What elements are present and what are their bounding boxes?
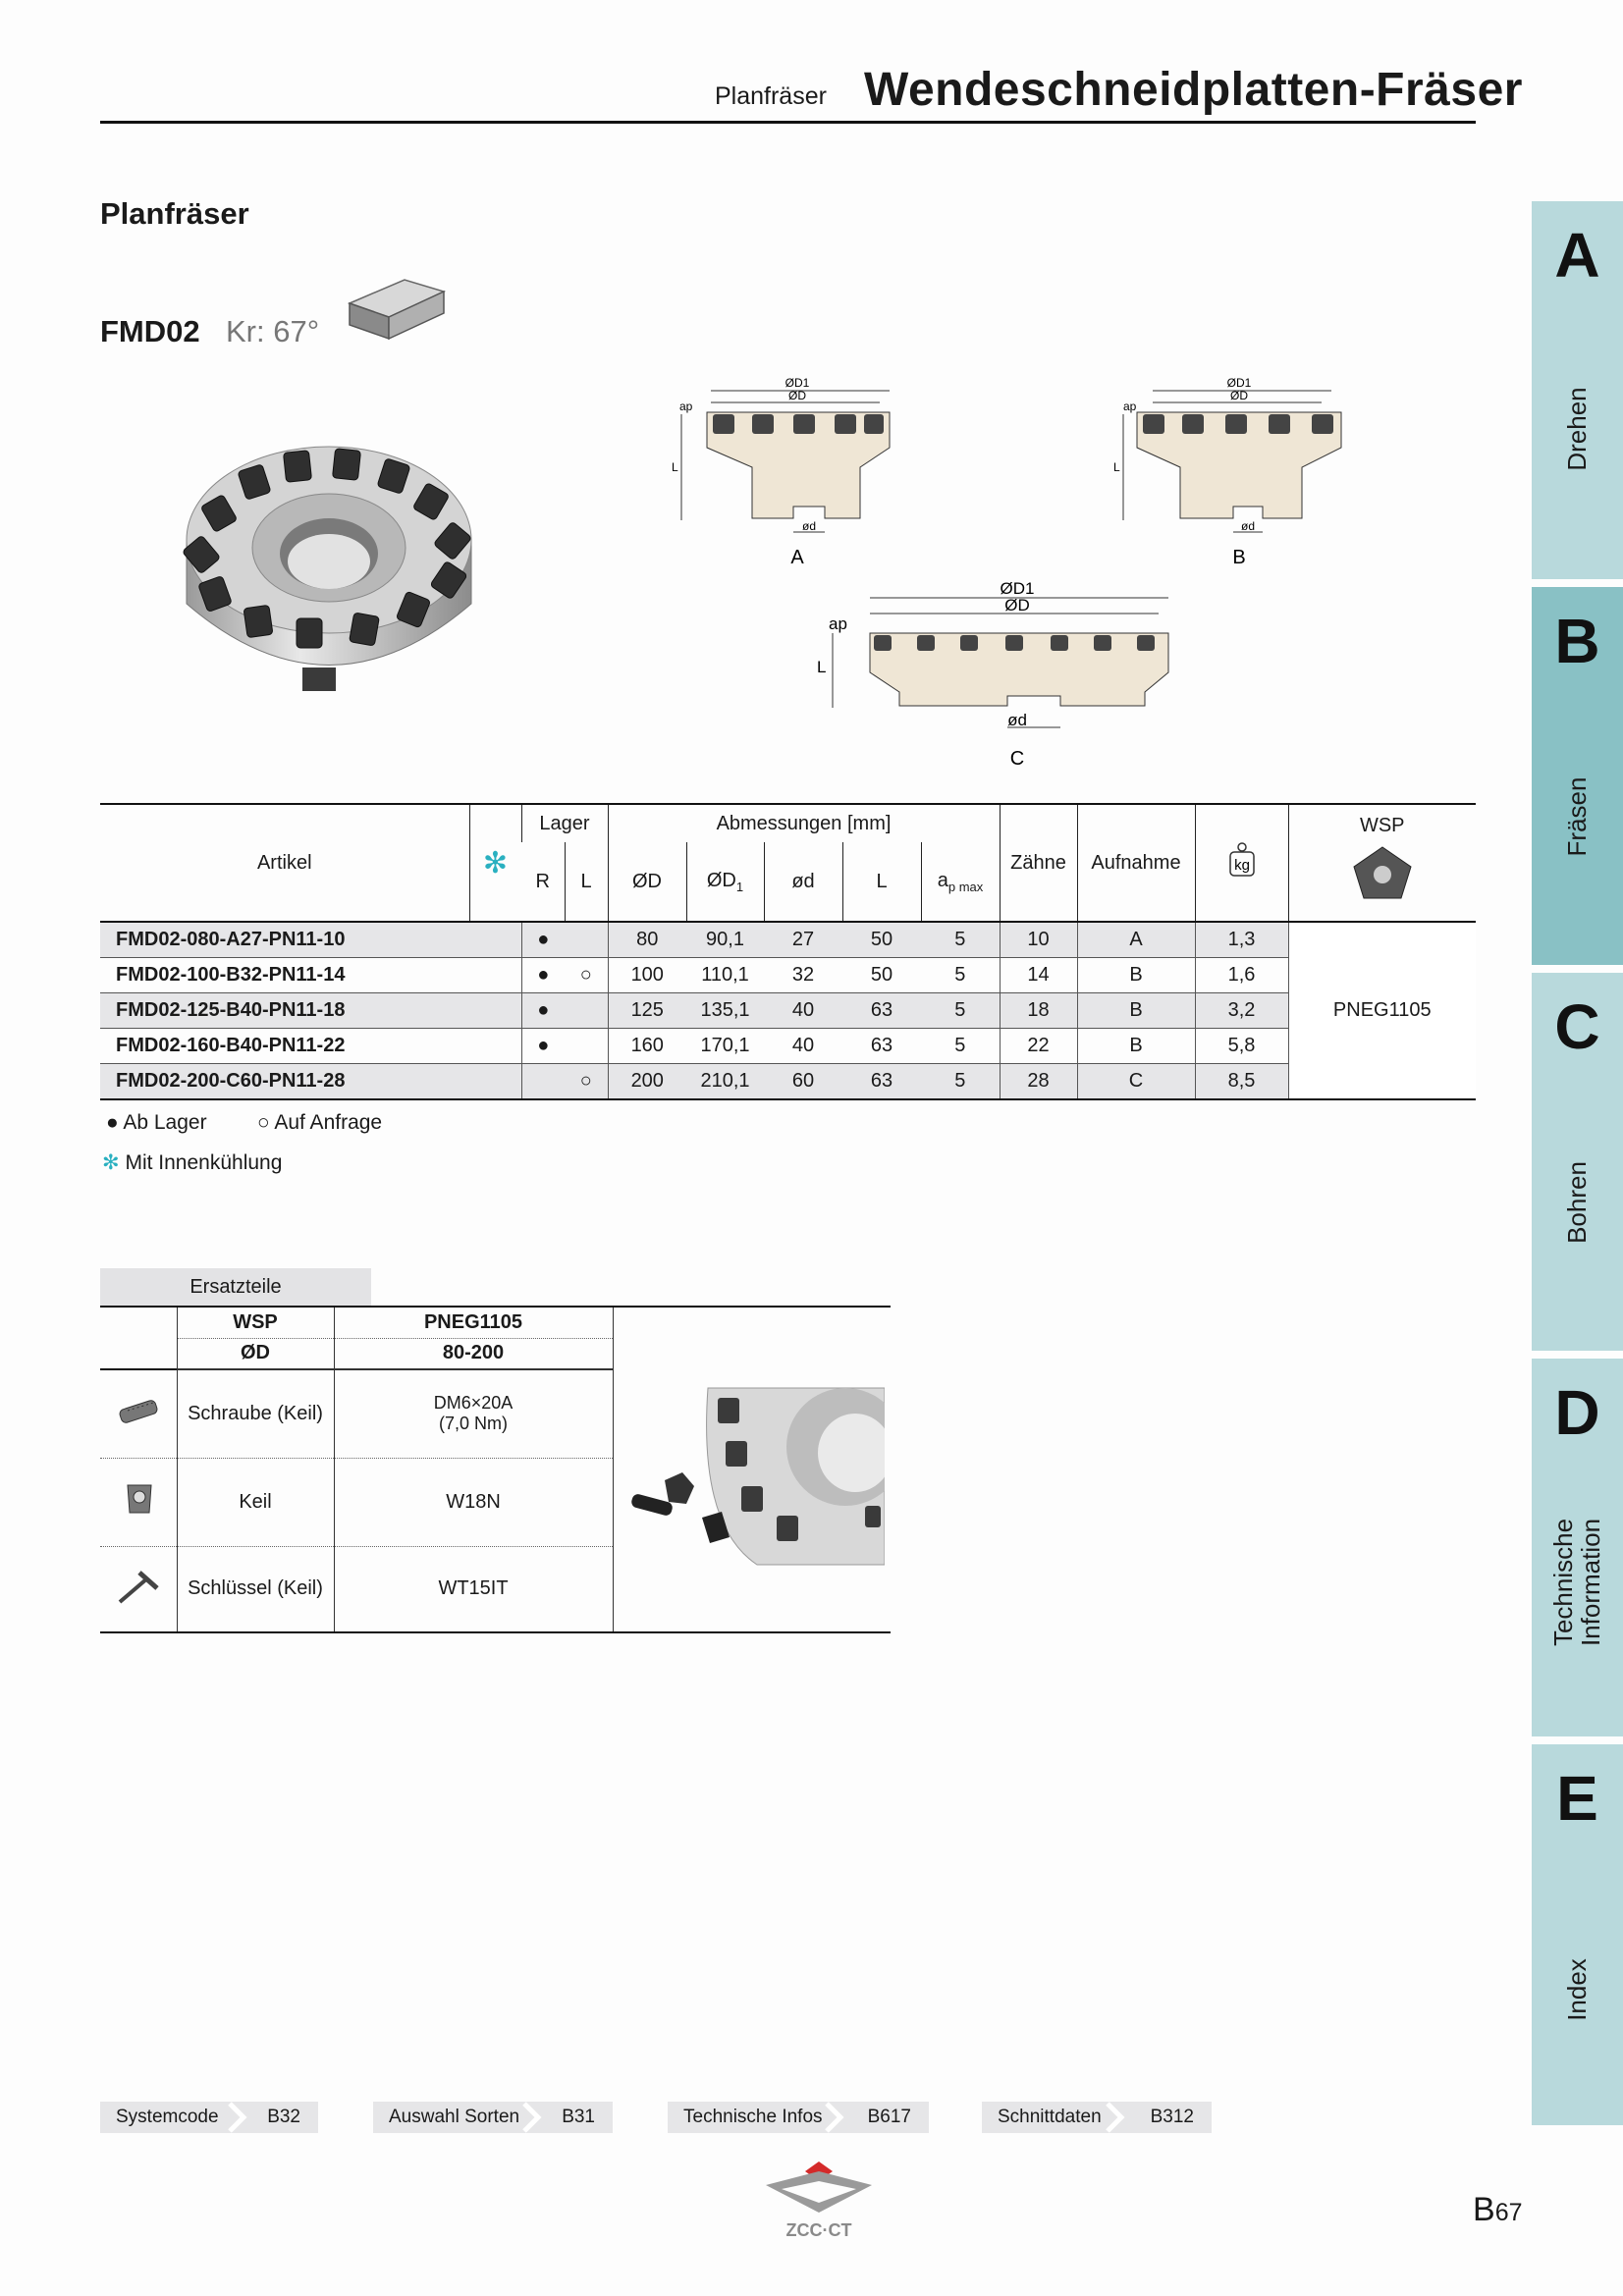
spare-item-name: Schlüssel (Keil)	[177, 1546, 334, 1632]
svg-text:L: L	[817, 658, 827, 676]
wrench-icon	[100, 1546, 177, 1632]
chevron-right-icon	[520, 2102, 542, 2133]
spare-item-value: WT15IT	[334, 1546, 613, 1632]
footer-link-technische-infos[interactable]: Technische Infos B617	[668, 2102, 929, 2133]
spare-item-value: W18N	[334, 1458, 613, 1546]
svg-text:ød: ød	[801, 519, 817, 533]
spare-item-name: Keil	[177, 1458, 334, 1546]
chevron-right-icon	[226, 2102, 247, 2133]
tab-drehen[interactable]: A Drehen	[1532, 201, 1623, 579]
svg-text:ØD1: ØD1	[1000, 579, 1035, 598]
spare-wsp-value: PNEG1105	[334, 1307, 613, 1338]
svg-text:L: L	[1113, 460, 1120, 474]
col-D: ØD	[608, 842, 686, 922]
svg-text:ØD1: ØD1	[1226, 376, 1252, 390]
spare-wsp-label: WSP	[177, 1307, 334, 1338]
insert-shape-icon	[346, 270, 448, 347]
chevron-right-icon	[1104, 2102, 1125, 2133]
coolant-icon: ✻	[469, 804, 521, 922]
insert-pentagon-icon	[1348, 843, 1417, 902]
page-title: Wendeschneidplatten-Fräser	[864, 64, 1523, 116]
table-row: FMD02-080-A27-PN11-10 ● 80 90,1 27 50 5 10 A 1,3 PNEG1105	[100, 922, 1476, 958]
tab-technische-information[interactable]: D Technische Information	[1532, 1359, 1623, 1736]
header-category: Planfräser	[715, 82, 827, 110]
section-title: Planfräser	[100, 196, 249, 231]
footer-link-auswahl-sorten[interactable]: Auswahl Sorten B31	[373, 2102, 613, 2133]
spare-item-name: Schraube (Keil)	[177, 1369, 334, 1458]
svg-text:ZCC·CT: ZCC·CT	[785, 2220, 852, 2240]
footer-link-systemcode[interactable]: Systemcode B32	[100, 2102, 318, 2133]
spare-parts-photo	[613, 1307, 891, 1632]
coolant-icon: ✻	[102, 1151, 120, 1174]
col-ap: $a_{p max}$	[921, 842, 1000, 922]
table-row: FMD02-125-B40-PN11-18 ● 125 135,1 40 63 5 18 B 3,2	[100, 993, 1476, 1029]
svg-text:ap: ap	[829, 614, 847, 633]
drawing-type-b	[1109, 373, 1345, 569]
wsp-value: PNEG1105	[1288, 922, 1476, 1099]
svg-text:ØD: ØD	[788, 389, 806, 402]
product-code: FMD02	[100, 314, 200, 348]
svg-text:ap: ap	[1123, 400, 1137, 413]
legend-ab-lager: ● Ab Lager	[106, 1111, 207, 1134]
svg-text:kg: kg	[1233, 857, 1250, 874]
weight-icon	[1195, 804, 1288, 922]
screw-icon	[100, 1369, 177, 1458]
svg-text:ød: ød	[1240, 519, 1256, 533]
spare-parts-table	[100, 1306, 891, 1633]
svg-text:ØD1: ØD1	[784, 376, 810, 390]
col-aufnahme: Aufnahme	[1077, 804, 1195, 922]
legend-auf-anfrage: ○ Auf Anfrage	[257, 1111, 383, 1134]
svg-text:L: L	[672, 460, 678, 474]
table-row: FMD02-100-B32-PN11-14 ● ○ 100 110,1 32 50 5 14 B 1,6	[100, 958, 1476, 993]
drawing-label-a: A	[790, 547, 804, 568]
wedge-icon	[100, 1458, 177, 1546]
col-D1: $ØD_1$	[686, 842, 764, 922]
svg-text:ød: ød	[1007, 711, 1027, 729]
legend-kuehlung: ✻ Mit Innenkühlung	[102, 1151, 283, 1174]
table-row: FMD02-160-B40-PN11-22 ● 160 170,1 40 63 5 22 B 5,8	[100, 1029, 1476, 1064]
tab-fraesen[interactable]: B Fräsen	[1532, 587, 1623, 965]
col-lager: Lager	[521, 804, 608, 842]
svg-text:ap: ap	[679, 400, 693, 413]
page-number: B67	[1473, 2191, 1523, 2228]
tab-bohren[interactable]: C Bohren	[1532, 973, 1623, 1351]
milling-cutter-illustration	[167, 432, 501, 712]
drawing-type-a	[668, 373, 903, 569]
col-L: L	[842, 842, 921, 922]
spare-item-value: DM6×20A (7,0 Nm)	[334, 1369, 613, 1458]
header-rule	[100, 121, 1476, 124]
spare-parts-title: Ersatzteile	[100, 1268, 371, 1306]
col-abmessungen: Abmessungen [mm]	[608, 804, 1000, 842]
col-lager-l: L	[565, 842, 608, 922]
chevron-right-icon	[823, 2102, 844, 2133]
drawing-label-b: B	[1232, 547, 1246, 568]
table-row: FMD02-200-C60-PN11-28 ○ 200 210,1 60 63 5 28 C 8,5	[100, 1064, 1476, 1100]
svg-text:ØD: ØD	[1004, 596, 1030, 614]
col-wsp: WSP	[1288, 804, 1476, 922]
product-kr-angle: Kr: 67°	[226, 314, 320, 348]
drawing-label-c: C	[1009, 748, 1025, 770]
col-d: ød	[764, 842, 842, 922]
spare-d-value: 80-200	[334, 1338, 613, 1369]
spare-d-label: ØD	[177, 1338, 334, 1369]
product-table	[100, 803, 1476, 1100]
drawing-type-c	[815, 574, 1188, 775]
svg-text:ØD: ØD	[1230, 389, 1248, 402]
col-artikel: Artikel	[256, 851, 312, 874]
col-lager-r: R	[535, 870, 550, 892]
zcc-ct-logo	[762, 2156, 876, 2242]
footer-link-schnittdaten[interactable]: Schnittdaten B312	[982, 2102, 1212, 2133]
tab-index[interactable]: E Index	[1532, 1744, 1623, 2125]
col-zaehne: Zähne	[1000, 804, 1077, 922]
